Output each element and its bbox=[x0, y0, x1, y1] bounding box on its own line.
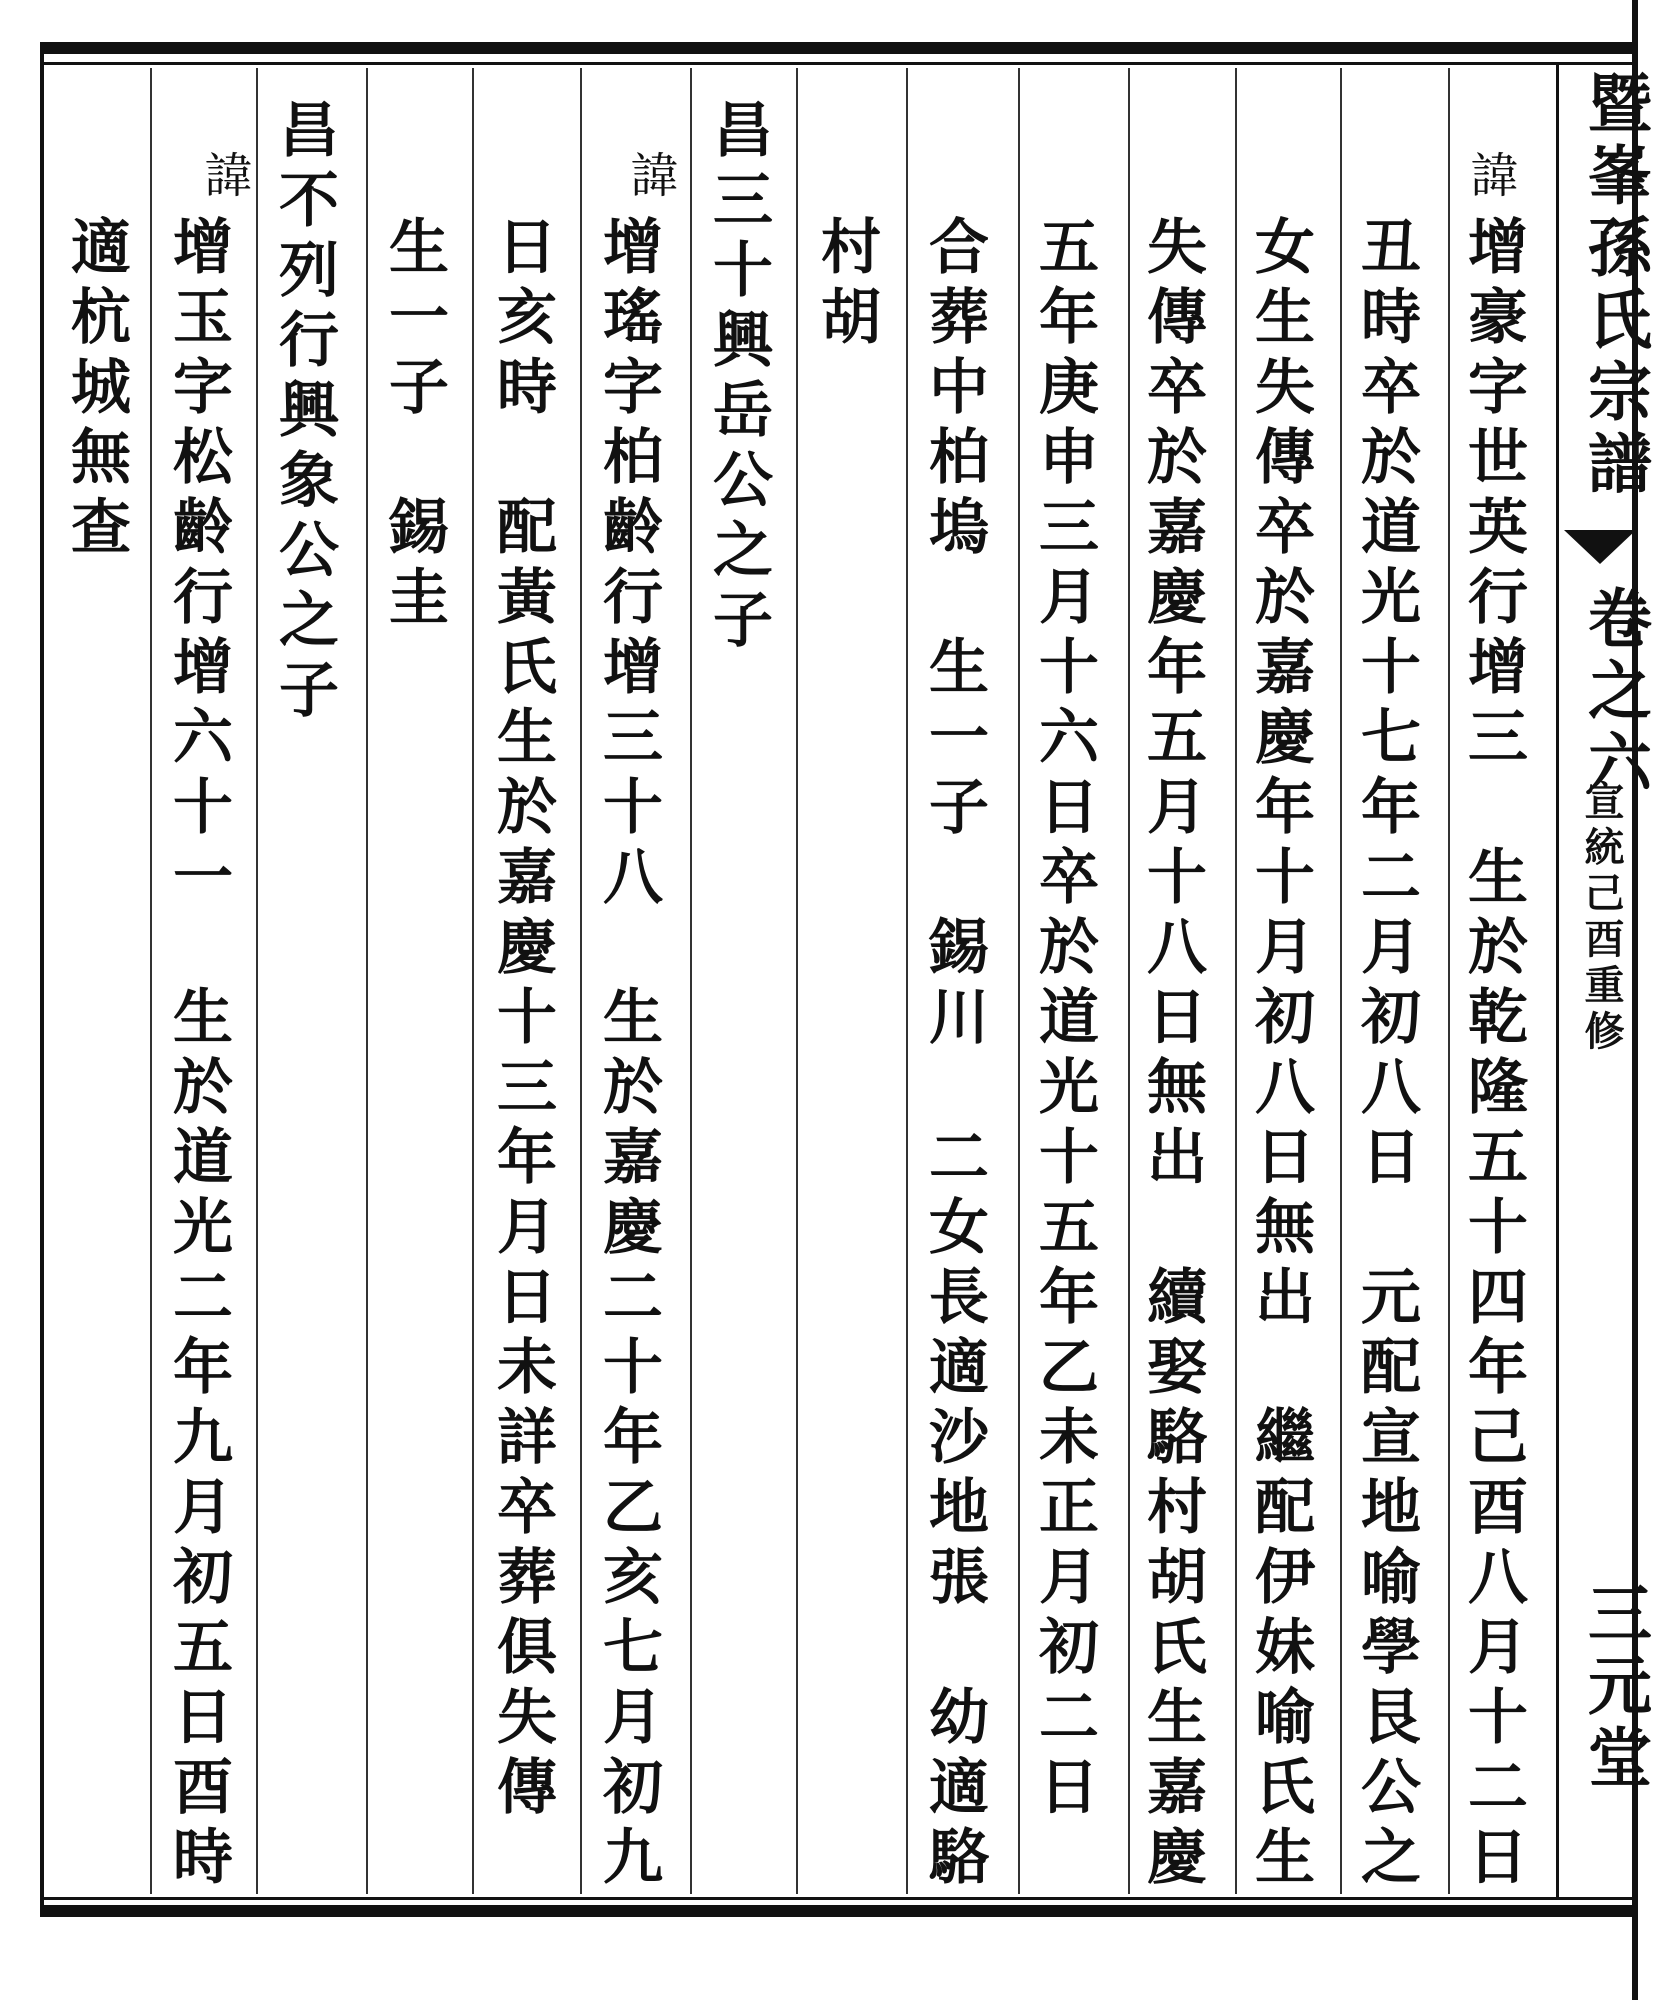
page-frame-top bbox=[40, 42, 1638, 54]
text-column: 村胡 bbox=[811, 215, 881, 355]
column-rule bbox=[1235, 68, 1237, 1894]
text-column: 增瑤字柏齡行增三十八 生於嘉慶二十年乙亥七月初九 bbox=[593, 215, 663, 1895]
column-rule bbox=[256, 68, 258, 1894]
text-column: 女生失傳卒於嘉慶年十月初八日無出 繼配伊妹喻氏生 bbox=[1245, 215, 1315, 1895]
revision-date: 宣統己酉重修 bbox=[1578, 780, 1625, 1056]
column-rule bbox=[366, 68, 368, 1894]
column-rule bbox=[1128, 68, 1130, 1894]
text-column: 五年庚申三月十六日卒於道光十五年乙未正月初二日 bbox=[1029, 215, 1099, 1825]
text-column: 增玉字松齡行增六十一 生於道光二年九月初五日酉時 bbox=[163, 215, 233, 1895]
text-column: 生一子 錫圭 bbox=[379, 215, 449, 635]
text-column: 適杭城無查 bbox=[61, 215, 131, 565]
column-label: 諱 bbox=[196, 150, 252, 208]
page-frame-bottom-inner bbox=[40, 1897, 1638, 1900]
page-frame-top-inner bbox=[40, 62, 1638, 65]
page-frame-left bbox=[40, 42, 44, 1917]
page-frame-bottom bbox=[40, 1905, 1638, 1917]
column-label: 諱 bbox=[622, 150, 678, 208]
column-label: 諱 bbox=[1462, 150, 1518, 208]
column-rule bbox=[580, 68, 582, 1894]
text-column: 日亥時 配黃氏生於嘉慶十三年月日未詳卒葬俱失傳 bbox=[487, 215, 557, 1825]
column-rule bbox=[1448, 68, 1450, 1894]
text-column: 增豪字世英行增三 生於乾隆五十四年己酉八月十二日 bbox=[1458, 215, 1528, 1895]
text-column: 丑時卒於道光十七年二月初八日 元配宣地喻學艮公之 bbox=[1351, 215, 1421, 1895]
generation-heading: 昌不列行興象公之子 bbox=[269, 98, 339, 728]
column-rule bbox=[690, 68, 692, 1894]
text-column: 合葬中柏塢 生一子 錫川 二女長適沙地張 幼適駱 bbox=[919, 215, 989, 1895]
spine-divider bbox=[1556, 62, 1559, 1900]
column-rule bbox=[796, 68, 798, 1894]
column-rule bbox=[1340, 68, 1342, 1894]
text-column: 失傳卒於嘉慶年五月十八日無出 續娶駱村胡氏生嘉慶 bbox=[1137, 215, 1207, 1895]
genealogy-title: 暨峯孫氏宗譜 卷之六 bbox=[1577, 70, 1652, 801]
column-rule bbox=[472, 68, 474, 1894]
hall-name: 三元堂 bbox=[1577, 1580, 1652, 1796]
column-rule bbox=[906, 68, 908, 1894]
column-rule bbox=[150, 68, 152, 1894]
fish-tail-ornament-icon bbox=[1564, 530, 1636, 564]
column-rule bbox=[1018, 68, 1020, 1894]
generation-heading: 昌三十興岳公之子 bbox=[703, 98, 773, 658]
